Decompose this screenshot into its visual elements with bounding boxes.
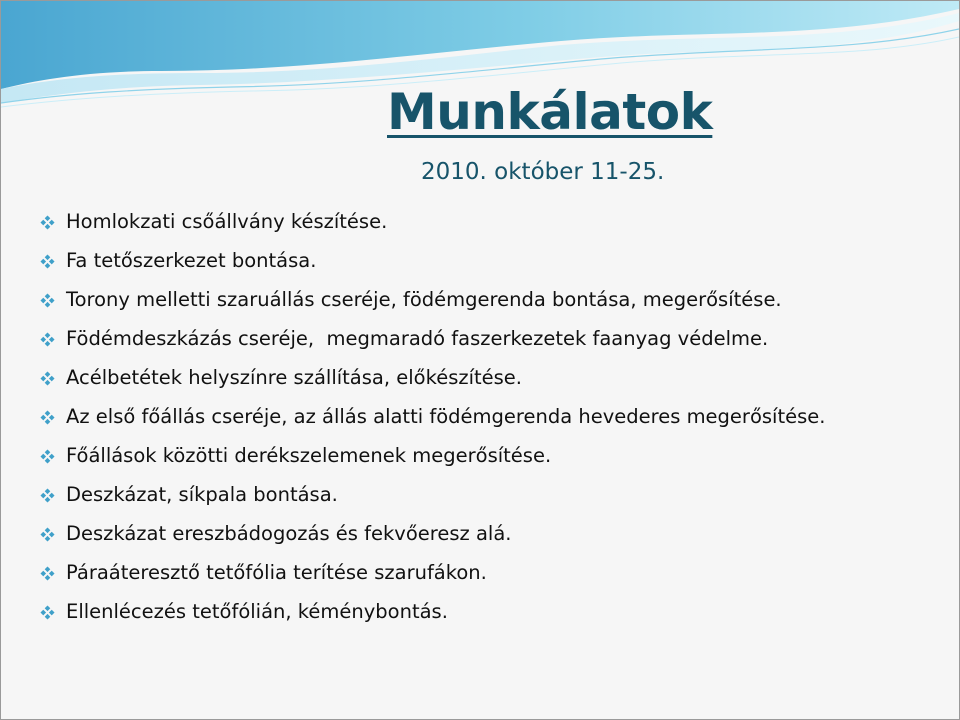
list-item-text: Fa tetőszerkezet bontása. bbox=[66, 249, 317, 272]
list-item bbox=[37, 324, 881, 353]
list-item bbox=[37, 519, 881, 548]
four-diamond-bullet-icon bbox=[40, 527, 55, 542]
four-diamond-bullet-icon bbox=[40, 254, 55, 269]
four-diamond-bullet-icon bbox=[40, 488, 55, 503]
list-item-text: Torony melletti szaruállás cseréje, födémgerenda bontása, megerősítése. bbox=[66, 288, 782, 311]
four-diamond-bullet-icon bbox=[40, 410, 55, 425]
slide-subtitle: 2010. október 11-25. bbox=[421, 159, 665, 185]
list-item bbox=[37, 402, 881, 431]
four-diamond-bullet-icon bbox=[40, 215, 55, 230]
four-diamond-bullet-icon bbox=[40, 332, 55, 347]
list-item-text: Páraáteresztő tetőfólia terítése szarufákon. bbox=[66, 561, 487, 584]
four-diamond-bullet-icon bbox=[40, 449, 55, 464]
list-item-text: Deszkázat ereszbádogozás és fekvőeresz alá. bbox=[66, 522, 512, 545]
slide-title: Munkálatok bbox=[387, 83, 713, 141]
list-item-text: Homlokzati csőállvány készítése. bbox=[66, 210, 388, 233]
list-item bbox=[37, 441, 881, 470]
list-item-text: Az első főállás cseréje, az állás alatti födémgerenda hevederes megerősítése. bbox=[66, 405, 826, 428]
list-item bbox=[37, 597, 881, 626]
list-item bbox=[37, 363, 881, 392]
list-item bbox=[37, 558, 881, 587]
list-item bbox=[37, 207, 881, 236]
list-item-text: Acélbetétek helyszínre szállítása, előkészítése. bbox=[66, 366, 523, 389]
four-diamond-bullet-icon bbox=[40, 371, 55, 386]
list-item-text: Födémdeszkázás cseréje, megmaradó faszerkezetek faanyag védelme. bbox=[66, 327, 769, 350]
list-item-text: Ellenlécezés tetőfólián, kéménybontás. bbox=[66, 600, 448, 623]
four-diamond-bullet-icon bbox=[40, 605, 55, 620]
list-item-text: Főállások közötti derékszelemenek megerősítése. bbox=[66, 444, 552, 467]
four-diamond-bullet-icon bbox=[40, 293, 55, 308]
list-item bbox=[37, 480, 881, 509]
list-item bbox=[37, 246, 881, 275]
list-item bbox=[37, 285, 881, 314]
list-item-text: Deszkázat, síkpala bontása. bbox=[66, 483, 338, 506]
four-diamond-bullet-icon bbox=[40, 566, 55, 581]
work-items-list bbox=[37, 207, 881, 636]
